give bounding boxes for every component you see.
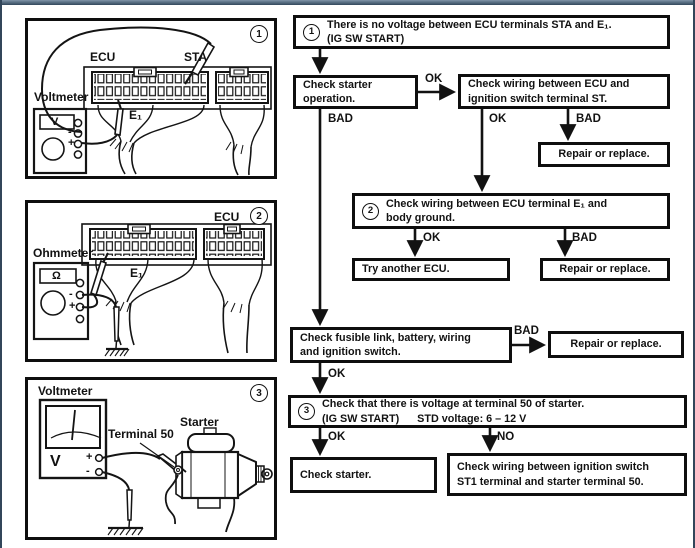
panel1-plus-sign: + <box>68 137 75 149</box>
panel2-number-badge: 2 <box>250 207 268 225</box>
starter-motor-drawing <box>166 428 272 532</box>
try-another-ecu-text: Try another ECU. <box>362 263 450 276</box>
flow-box-try-another-ecu <box>352 258 510 281</box>
panel1-minus-sign: - <box>68 126 72 138</box>
check-wiring-ecu-ign-line1: Check wiring between ECU and <box>468 78 630 91</box>
branch-label-bad-4: BAD <box>514 325 539 337</box>
flow-box-check-fusible <box>290 327 512 363</box>
branch-label-ok-4: OK <box>328 368 346 380</box>
panel2-ohmmeter-label: Ohmmeter <box>33 246 94 260</box>
flow-box-repair-or-replace-2 <box>540 258 670 281</box>
panel-1 <box>25 18 277 179</box>
check-wiring-ecu-ign-line2: ignition switch terminal ST. <box>468 92 608 105</box>
panel2-meter-glyph: Ω <box>52 270 61 282</box>
panel3-starter-label: Starter <box>180 415 219 429</box>
branch-label-bad-2: BAD <box>576 113 601 125</box>
panel-3 <box>25 377 277 540</box>
panel1-sta-label: STA <box>184 50 208 64</box>
check-wiring-ign-st1-line1: Check wiring between ignition switch <box>457 461 649 474</box>
panel3-illustration <box>28 380 274 537</box>
branch-label-ok-5: OK <box>328 431 346 443</box>
panel1-number-badge: 1 <box>250 25 268 43</box>
panel2-plus-sign: + <box>69 300 76 312</box>
panel2-minus-sign: - <box>69 288 73 300</box>
panel1-e1-label: E₁ <box>129 108 142 122</box>
voltmeter-drawing <box>34 109 86 173</box>
branch-label-ok-1: OK <box>425 73 443 85</box>
ecu-connector-drawing <box>84 67 271 175</box>
panel3-terminal50-label: Terminal 50 <box>108 427 174 441</box>
flow-box-step1 <box>293 15 670 49</box>
test-probes-drawing <box>102 443 186 535</box>
panel3-plus-sign: + <box>86 451 93 463</box>
step2-line2: body ground. <box>386 212 455 224</box>
repair-or-replace-2-text: Repair or replace. <box>559 263 651 276</box>
panel1-voltmeter-label: Voltmeter <box>34 90 89 104</box>
step2-number: 2 <box>362 203 379 220</box>
flow-box-repair-or-replace-3 <box>548 331 684 358</box>
step1-number: 1 <box>303 24 320 41</box>
panel3-voltmeter-label: Voltmeter <box>38 384 93 398</box>
step3-line2b: STD voltage: 6 – 12 V <box>417 412 527 425</box>
check-starter-text: Check starter. <box>300 468 372 481</box>
step3-line2a: (IG SW START) <box>322 412 400 425</box>
branch-label-no-1: NO <box>497 431 515 443</box>
check-starter-operation-line1: Check starter <box>303 78 373 91</box>
branch-label-bad-1: BAD <box>328 113 353 125</box>
panel1-ecu-label: ECU <box>90 50 116 64</box>
step1-line1: There is no voltage between ECU terminals STA and E₁. <box>327 18 612 31</box>
branch-label-ok-2: OK <box>489 113 507 125</box>
panel3-minus-sign: - <box>86 465 90 477</box>
flow-box-repair-or-replace-1 <box>538 142 670 167</box>
panel-2 <box>25 200 277 362</box>
branch-label-ok-3: OK <box>423 232 441 244</box>
panel3-meter-glyph: V <box>50 453 61 470</box>
flow-box-check-wiring-ecu-ign <box>458 74 670 109</box>
check-wiring-ign-st1-line2: ST1 terminal and starter terminal 50. <box>457 475 644 488</box>
panel2-e1-label: E₁ <box>130 266 143 280</box>
step3-line1: Check that there is voltage at terminal 50 of starter. <box>322 398 585 411</box>
flow-box-check-starter-operation <box>293 75 418 109</box>
repair-or-replace-3-text: Repair or replace. <box>570 338 662 351</box>
flow-box-step2 <box>352 193 670 229</box>
check-starter-operation-line2: operation. <box>303 93 356 105</box>
panel1-meter-glyph: V <box>51 116 59 128</box>
ohmmeter-drawing <box>34 263 88 339</box>
step2-line1: Check wiring between ECU terminal E₁ and <box>386 197 608 210</box>
step1-line2: (IG SW START) <box>327 33 405 45</box>
step3-number: 3 <box>298 403 315 420</box>
branch-label-bad-3: BAD <box>572 232 597 244</box>
flow-box-check-wiring-ign-st1 <box>447 453 687 496</box>
flow-box-check-starter <box>290 457 437 493</box>
check-fusible-line1: Check fusible link, battery, wiring <box>300 331 471 344</box>
panel3-number-badge: 3 <box>250 384 268 402</box>
panel2-ecu-label: ECU <box>214 210 240 224</box>
repair-or-replace-1-text: Repair or replace. <box>558 148 650 161</box>
ecu-connector-drawing <box>82 224 271 353</box>
panel2-illustration <box>28 203 274 359</box>
check-fusible-line2: and ignition switch. <box>300 346 401 358</box>
flow-box-step3 <box>288 395 687 428</box>
